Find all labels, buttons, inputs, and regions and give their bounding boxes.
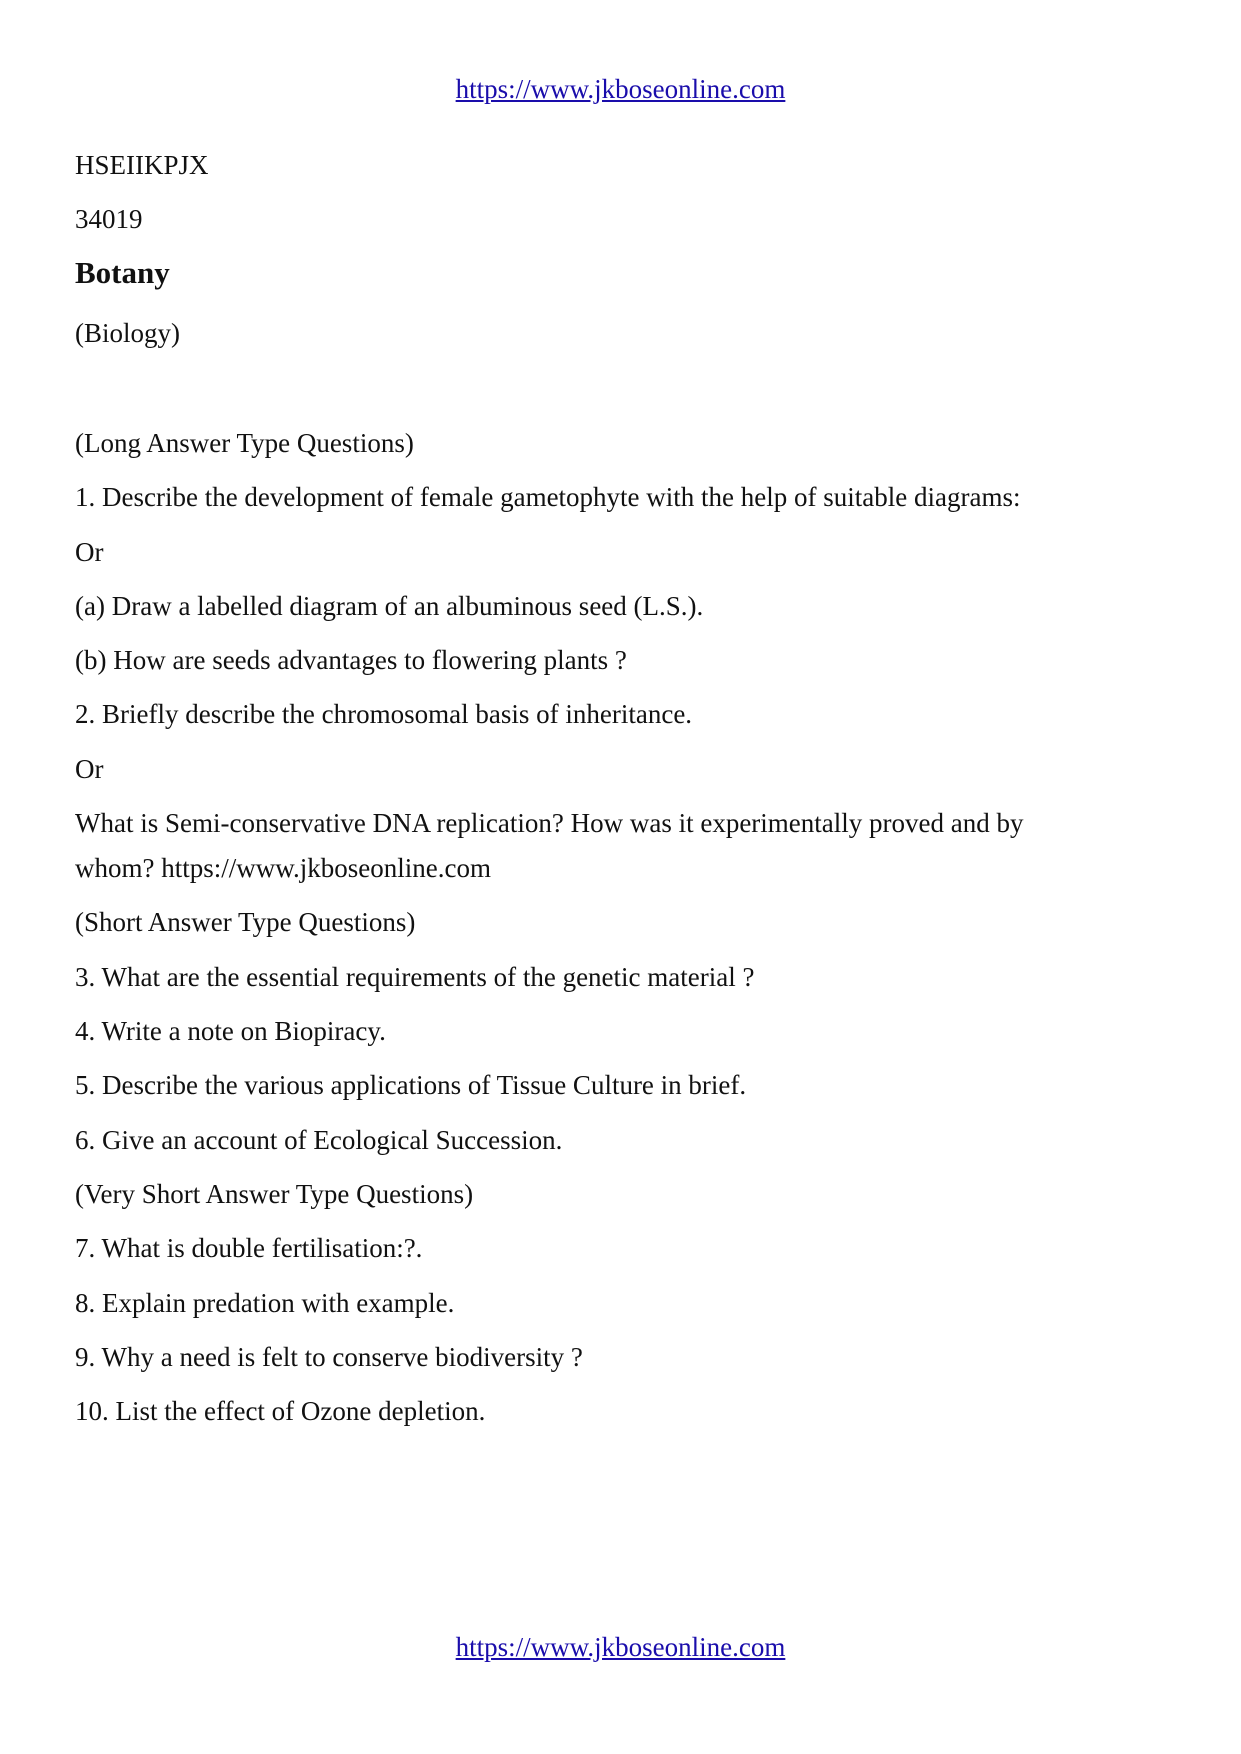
question-9: 9. Why a need is felt to conserve biodiversity ? [75,1342,583,1372]
question-2-alternative-line-2: whom? https://www.jkboseonline.com [75,853,491,883]
question-2-alternative-line-1: What is Semi-conservative DNA replication? How was it experimentally proved and by [75,808,1024,838]
subject-title: Botany [75,255,170,290]
short-answer-heading: (Short Answer Type Questions) [75,907,416,937]
question-1a: (a) Draw a labelled diagram of an albuminous seed (L.S.). [75,591,704,621]
question-8: 8. Explain predation with example. [75,1288,455,1318]
or-separator-1: Or [75,537,104,567]
question-7: 7. What is double fertilisation:?. [75,1233,423,1263]
question-2: 2. Briefly describe the chromosomal basis of inheritance. [75,699,693,729]
question-3: 3. What are the essential requirements of the genetic material ? [75,962,755,992]
or-separator-2: Or [75,754,104,784]
question-10: 10. List the effect of Ozone depletion. [75,1396,486,1426]
question-6: 6. Give an account of Ecological Succession. [75,1125,563,1155]
question-1: 1. Describe the development of female gametophyte with the help of suitable diagrams: [75,482,1021,512]
long-answer-heading: (Long Answer Type Questions) [75,428,414,458]
question-4: 4. Write a note on Biopiracy. [75,1016,386,1046]
paper-code: HSEIIKPJX [75,150,209,180]
question-1b: (b) How are seeds advantages to flowering plants ? [75,645,627,675]
footer-website-link[interactable]: https://www.jkboseonline.com [455,1632,786,1662]
subject-subtitle: (Biology) [75,318,180,348]
very-short-answer-heading: (Very Short Answer Type Questions) [75,1179,474,1209]
question-5: 5. Describe the various applications of Tissue Culture in brief. [75,1070,747,1100]
header-website-link[interactable]: https://www.jkboseonline.com [455,74,786,104]
paper-number: 34019 [75,204,143,234]
